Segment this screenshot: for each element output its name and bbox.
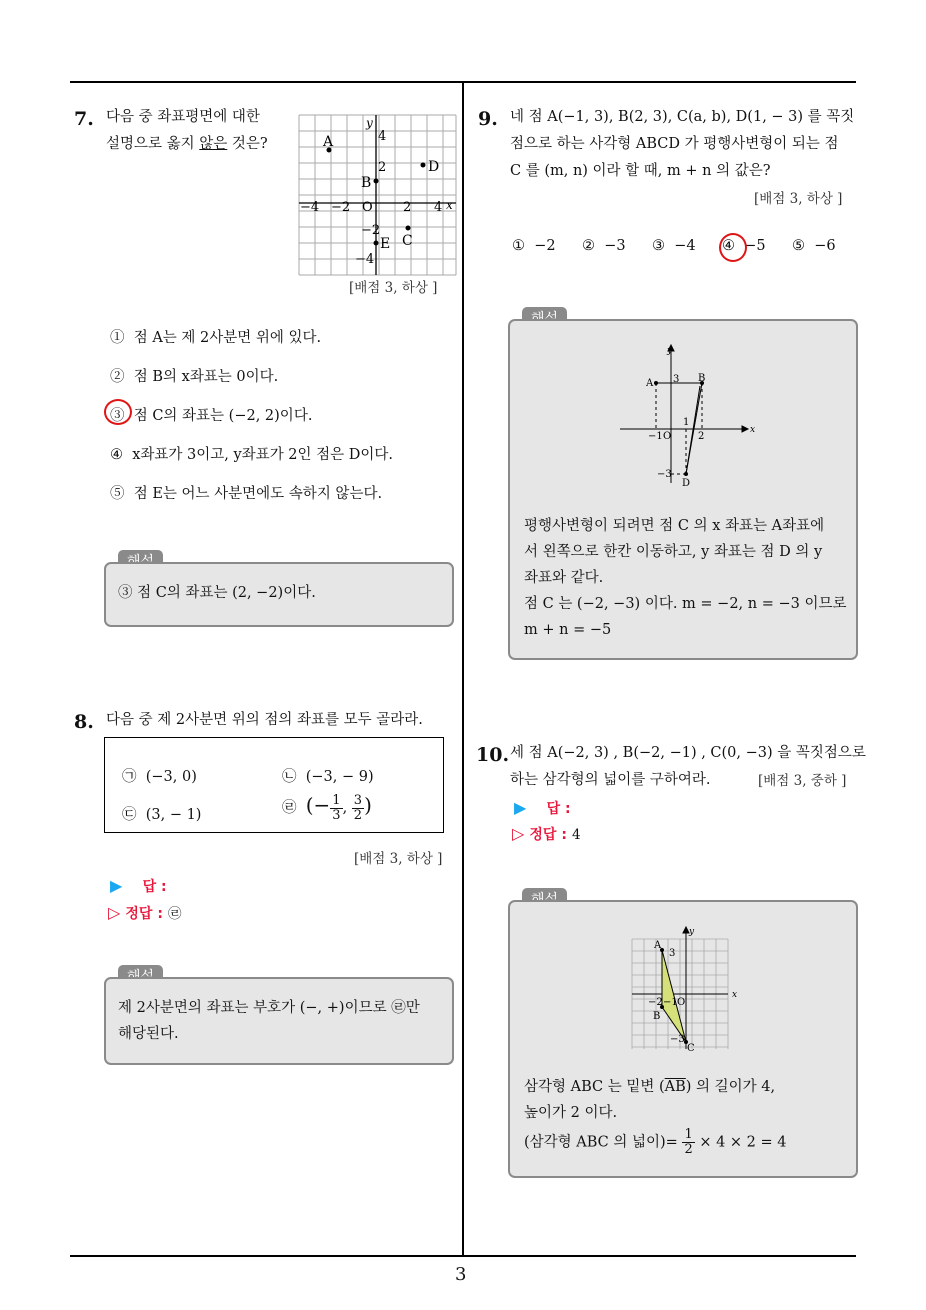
q8-correct-arrow-icon: ▷: [108, 903, 121, 922]
q7-point-d-label: D: [428, 159, 440, 175]
q8-option-1-text: (−3, 0): [145, 769, 197, 785]
q7-choice-1[interactable]: [110, 326, 393, 365]
q8-option-3-text: (3, − 1): [145, 807, 202, 823]
q8-option-4-sep: ,: [342, 800, 352, 816]
q9-point-d: [684, 472, 688, 476]
q9-solution-line2: 서 왼쪽으로 한칸 이동하고, y 좌표는 점 D 의 y: [524, 544, 823, 560]
q9-label-b: B: [698, 373, 706, 384]
q9-label-neg3: −3: [657, 469, 672, 480]
q9-label-1: 1: [683, 417, 690, 428]
q9-solution-line4: 점 C 는 (−2, −3) 이다. m = −2, n = −3 이므로: [524, 596, 847, 612]
q9-solution-line1: 평행사변형이 되려면 점 C 의 x 좌표는 A좌표에: [524, 518, 825, 534]
q7-solution-text: ③ 점 C의 좌표는 (2, −2)이다.: [118, 585, 316, 601]
q9-choice-4-text: −5: [744, 238, 766, 254]
q7-choice-2-text: 점 B의 x좌표는 0이다.: [133, 369, 279, 385]
q9-number: 9.: [478, 108, 498, 130]
q7-y-tick-1: 4: [378, 129, 387, 144]
q7-line2-pre: 설명으로 옳지: [106, 136, 200, 152]
q8-option-4-close: ): [364, 793, 372, 817]
q8-option-2: [282, 765, 374, 786]
q10-label-o: O: [677, 997, 686, 1008]
q9-text: [510, 104, 854, 185]
q9-choice-3-mark: ③: [652, 238, 665, 254]
q8-answer-label: 답 :: [142, 879, 167, 895]
q10-correct-label: 정답 :: [529, 827, 567, 843]
q8-option-4-frac2: [352, 794, 364, 823]
q9-choice-2-text: −3: [604, 238, 626, 254]
q7-y-axis-label: y: [366, 116, 373, 130]
q9-line3: C 를 (m, n) 이라 할 때, m + n 의 값은?: [510, 163, 771, 179]
q9-label-3: 3: [673, 374, 680, 385]
q8-option-4-frac2-num: 3: [353, 792, 363, 808]
page-number: 3: [455, 1264, 467, 1285]
q8-solution-line2: 해당된다.: [118, 1026, 179, 1042]
q8-correct-value: ㉣: [168, 906, 182, 922]
q9-line2: 점으로 하는 사각형 ABCD 가 평행사변형이 되는 점: [510, 136, 839, 152]
q9-choice-5-text: −6: [814, 238, 836, 254]
q7-point-b: [374, 179, 379, 184]
q7-point-e-label: E: [380, 236, 391, 252]
q10-label-b: B: [653, 1011, 661, 1022]
q10-label-3: 3: [669, 948, 676, 959]
q10-solution-line3: [524, 1128, 787, 1157]
q8-number: 8.: [74, 711, 94, 733]
q10-correct-arrow-icon: ▷: [512, 824, 525, 843]
q10-solution-half: [682, 1128, 694, 1157]
q7-choice-2-mark: ②: [110, 369, 125, 385]
q9-label-x: x: [750, 425, 756, 435]
q10-solution-half-den: 2: [684, 1142, 693, 1157]
q7-choice-4-mark: ④: [110, 447, 123, 463]
q8-option-1-mark: ㉠: [122, 769, 137, 785]
q7-x-axis-label: x: [446, 198, 453, 212]
q10-line1: 세 점 A(−2, 3) , B(−2, −1) , C(0, −3) 을 꼭짓점으로: [510, 745, 866, 761]
q7-line2-underlined: 않은: [199, 136, 228, 152]
q10-answer-label: 답 :: [546, 801, 571, 817]
q7-line2-post: 것은?: [227, 136, 268, 152]
q10-line2: 하는 삼각형의 넓이를 구하여라.: [510, 772, 711, 788]
q7-solution-box: [104, 562, 454, 627]
q8-option-3: [122, 803, 201, 824]
q9-label-neg1: −1: [648, 431, 663, 442]
q8-option-2-text: (−3, − 9): [305, 769, 374, 785]
q10-score: [배점 3, 중하 ]: [758, 773, 847, 789]
q7-score: [배점 3, 하상 ]: [349, 280, 438, 296]
q8-text: 다음 중 제 2사분면 위의 점의 좌표를 모두 골라라.: [106, 712, 423, 728]
q9-choice-1-mark: ①: [512, 238, 525, 254]
q8-options-box: [104, 737, 444, 833]
column-divider: [462, 82, 464, 1257]
q8-correct-row: [108, 902, 182, 923]
q7-coordinate-plane: [298, 113, 458, 278]
q10-solution-line1-pre: 삼각형 ABC 는 밑변 (: [524, 1079, 665, 1095]
q7-x-tick-2: −2: [331, 200, 351, 215]
q9-label-y: y: [667, 346, 673, 356]
q9-choice-5[interactable]: [792, 238, 862, 254]
q7-choice-5-text: 점 E는 어느 사분면에도 속하지 않는다.: [133, 486, 383, 502]
q10-label-y: y: [689, 927, 695, 937]
q7-point-c: [406, 226, 411, 231]
q8-option-4-frac1-num: 1: [332, 792, 341, 808]
q8-option-4-frac2-den: 2: [353, 807, 363, 823]
q7-choice-4[interactable]: [110, 443, 393, 482]
q8-option-2-mark: ㉡: [282, 769, 297, 785]
q9-solution-line5: m + n = −5: [524, 622, 612, 638]
q9-parallelogram-graph: [620, 343, 760, 491]
q7-point-d: [421, 163, 426, 168]
q7-point-b-label: B: [361, 175, 372, 191]
q10-label-neg1: −1: [663, 997, 678, 1008]
q9-choice-4-mark: ④: [722, 238, 735, 254]
q8-option-1: [122, 765, 197, 786]
q8-option-4-frac1: [330, 794, 342, 823]
q8-option-4: [282, 793, 372, 823]
q7-y-tick-4: −4: [355, 252, 375, 267]
q7-y-tick-2: 2: [378, 160, 387, 175]
q7-choice-1-mark: ①: [110, 330, 125, 346]
q8-option-3-mark: ㉢: [122, 807, 137, 823]
q10-solution-line2: 높이가 2 이다.: [524, 1105, 618, 1121]
q9-solution-text: [524, 513, 846, 643]
q9-label-a: A: [646, 378, 654, 389]
q9-choice-2-mark: ②: [582, 238, 595, 254]
q7-selected-circle-mark: [104, 399, 132, 425]
q9-score: [배점 3, 하상 ]: [754, 191, 843, 207]
q7-choice-3[interactable]: [110, 404, 393, 443]
q10-triangle-abc: [662, 950, 686, 1042]
q7-choice-5[interactable]: [110, 482, 393, 521]
q10-label-neg3: −3: [670, 1034, 685, 1045]
q10-triangle-graph: [628, 924, 748, 1054]
q7-point-a-label: A: [323, 134, 334, 150]
q8-answer-arrow-icon: ▶: [110, 876, 123, 895]
q8-answer-row[interactable]: [110, 876, 167, 896]
q9-choice-2[interactable]: [582, 238, 652, 254]
q10-solution-line1-post: ) 의 길이가 4,: [685, 1079, 776, 1095]
q9-choices: [512, 238, 862, 254]
q9-label-o: O: [663, 431, 672, 442]
q9-choice-1-text: −2: [534, 238, 556, 254]
q10-label-a: A: [654, 940, 662, 951]
q9-choice-3[interactable]: [652, 238, 722, 254]
q7-number: 7.: [74, 108, 94, 130]
q10-solution-segment-ab: $\overline{AB}$: [664, 1079, 686, 1095]
q10-correct-row: [512, 824, 581, 844]
q8-correct-label: 정답 :: [125, 906, 163, 922]
q9-label-d: D: [682, 478, 691, 489]
q7-choice-3-text: 점 C의 좌표는 (−2, 2)이다.: [133, 408, 313, 424]
q8-option-4-mark: ㉣: [282, 800, 297, 816]
q10-label-c: C: [687, 1043, 695, 1054]
q9-choice-3-text: −4: [674, 238, 696, 254]
q10-solution-text: [524, 1074, 787, 1157]
q7-x-tick-3: O: [362, 200, 373, 215]
q8-solution-box: [104, 977, 454, 1065]
q7-point-c-label: C: [402, 233, 413, 249]
q10-solution-line3-pre: (삼각형 ABC 의 넓이)=: [524, 1134, 683, 1151]
q9-line1: 네 점 A(−1, 3), B(2, 3), C(a, b), D(1, − 3) 를 꼭짓: [510, 109, 855, 125]
q7-choice-4-text: x좌표가 3이고, y좌표가 2인 점은 D이다.: [132, 447, 394, 463]
q7-choice-5-mark: ⑤: [110, 486, 125, 502]
q7-x-tick-5: 4: [434, 200, 443, 215]
q10-answer-row[interactable]: [514, 798, 571, 818]
q9-label-2: 2: [698, 431, 705, 442]
q10-solution-line3-post: × 4 × 2 = 4: [694, 1134, 787, 1151]
q10-solution-half-num: 1: [684, 1127, 693, 1142]
q10-solution-box: [508, 900, 858, 1178]
q7-choice-3-mark: ③: [110, 408, 125, 424]
q7-y-tick-3: −2: [361, 223, 381, 238]
q10-label-x: x: [732, 990, 738, 1000]
q8-score: [배점 3, 하상 ]: [354, 851, 443, 867]
q9-choice-5-mark: ⑤: [792, 238, 805, 254]
q9-selected-circle-mark: [719, 233, 747, 262]
q7-x-tick-1: −4: [300, 200, 320, 215]
q8-solution-line1: 제 2사분면의 좌표는 부호가 (−, +)이므로 ㉣만: [118, 1000, 420, 1016]
q10-number: 10.: [476, 744, 510, 766]
q7-line2: [106, 131, 268, 158]
q10-label-neg2: −2: [648, 997, 663, 1008]
q7-choices: [110, 326, 393, 521]
q10-solution-line1: [524, 1074, 787, 1100]
q7-point-e: [374, 241, 379, 246]
q7-line1: 다음 중 좌표평면에 대한: [106, 109, 260, 125]
q9-point-a: [654, 381, 658, 385]
q7-text: [106, 104, 268, 158]
q8-option-4-open: (−: [305, 793, 331, 817]
q10-answer-arrow-icon: ▶: [514, 798, 527, 817]
q9-side-cd: [686, 386, 700, 474]
q7-x-tick-4: 2: [403, 200, 412, 215]
q10-correct-value: 4: [572, 827, 581, 843]
q8-option-4-frac1-den: 3: [332, 807, 341, 823]
q7-choice-2[interactable]: [110, 365, 393, 404]
q9-choice-1[interactable]: [512, 238, 582, 254]
q9-solution-box: [508, 319, 858, 660]
q7-choice-1-text: 점 A는 제 2사분면 위에 있다.: [133, 330, 322, 346]
q8-solution-text: [118, 995, 420, 1047]
bottom-rule: [70, 1255, 856, 1257]
q9-solution-line3: 좌표와 같다.: [524, 570, 604, 586]
